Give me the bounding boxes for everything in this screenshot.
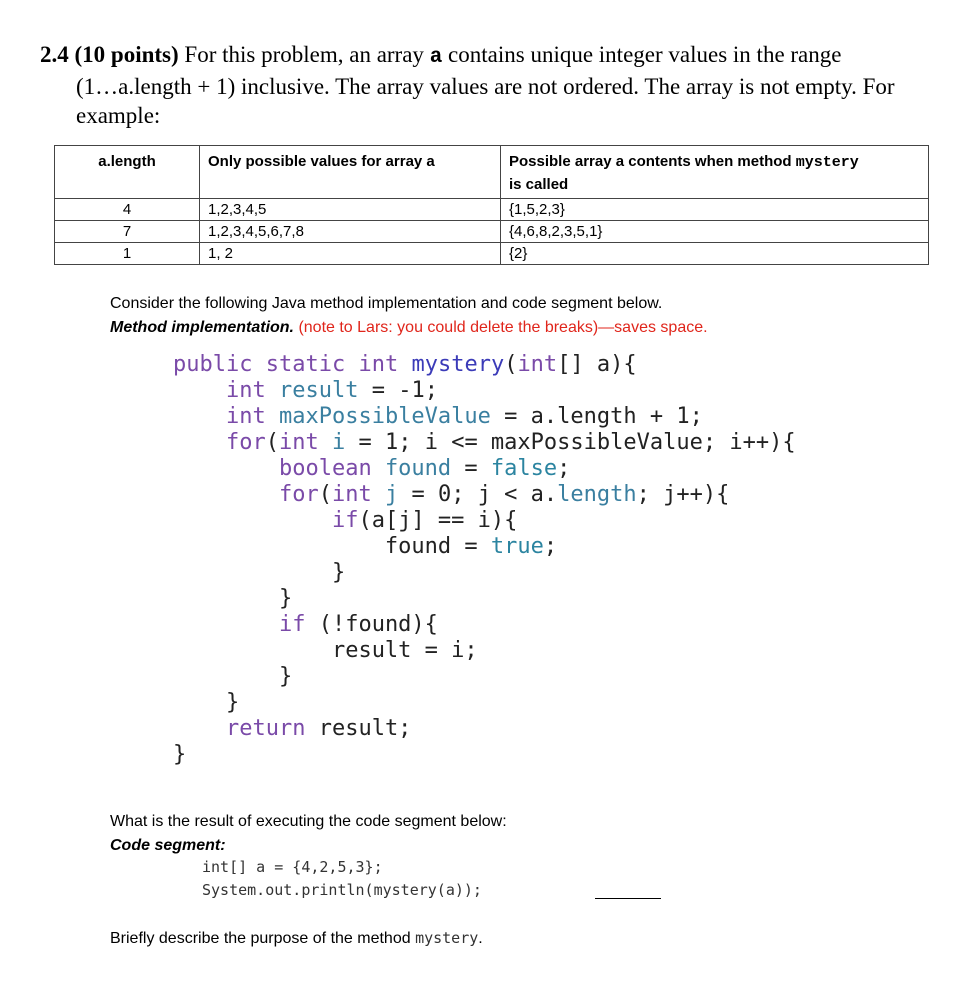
table-header-row — [55, 146, 929, 199]
code-line: int maxPossibleValue = a.length + 1; — [225, 404, 703, 429]
cell-contents: {4,6,8,2,3,5,1} — [501, 221, 929, 243]
cell-length: 7 — [55, 221, 200, 243]
describe-text: Briefly describe the purpose of the method — [110, 930, 416, 947]
code-line: } — [225, 690, 240, 715]
consider-intro: Consider the following Java method implementation and code segment below. — [110, 295, 663, 312]
answer-blank-line[interactable] — [595, 897, 661, 899]
table-row — [55, 243, 929, 265]
header-possible-values: Only possible values for array a — [200, 146, 501, 199]
code-line: public static int mystery(int[] a){ — [173, 352, 637, 377]
code-line: return result; — [225, 716, 412, 741]
code-line: int result = -1; — [225, 378, 438, 403]
segment-label: Code segment: — [110, 837, 226, 854]
question-section — [110, 810, 507, 858]
header-contents-suffix: is called — [509, 176, 569, 193]
code-line: if (!found){ — [278, 612, 438, 637]
describe-prompt — [110, 926, 483, 951]
code-segment-block — [202, 856, 482, 902]
question-text: What is the result of executing the code segment below: — [110, 813, 507, 830]
code-line: for(int i = 1; i <= maxPossibleValue; i++){ — [225, 430, 796, 455]
code-line: found = true; — [384, 534, 558, 559]
problem-line-2: (1…a.length + 1) inclusive. The array values are not ordered. The array is not empty. For — [76, 74, 895, 99]
examples-table — [54, 145, 929, 265]
code-line: } — [278, 664, 293, 689]
header-method-name: mystery — [795, 154, 859, 171]
code-line: } — [331, 560, 346, 585]
cell-length: 1 — [55, 243, 200, 265]
code-line: } — [278, 586, 293, 611]
cell-values: 1, 2 — [200, 243, 501, 265]
code-line: } — [173, 742, 187, 767]
problem-text-a: For this problem, an array — [178, 42, 430, 67]
describe-period: . — [478, 930, 483, 947]
problem-line-3: example: — [76, 103, 161, 128]
cell-contents: {1,5,2,3} — [501, 199, 929, 221]
problem-statement — [40, 40, 930, 130]
code-line: if(a[j] == i){ — [331, 508, 518, 533]
header-contents-prefix: Possible array a contents when method — [509, 153, 796, 170]
describe-method-name: mystery — [415, 929, 479, 947]
header-possible-contents — [501, 146, 929, 199]
cell-length: 4 — [55, 199, 200, 221]
code-line: result = i; — [331, 638, 478, 663]
method-label: Method implementation. — [110, 319, 294, 336]
problem-text-b: contains unique integer values in the range — [442, 42, 842, 67]
cell-contents: {2} — [501, 243, 929, 265]
code-line: boolean found = false; — [278, 456, 571, 481]
segment-line: System.out.println(mystery(a)); — [202, 881, 482, 899]
array-var-name: a — [429, 46, 443, 69]
cell-values: 1,2,3,4,5,6,7,8 — [200, 221, 501, 243]
cell-values: 1,2,3,4,5 — [200, 199, 501, 221]
segment-line: int[] a = {4,2,5,3}; — [202, 858, 383, 876]
editor-note: (note to Lars: you could delete the breaks)—saves space. — [294, 319, 708, 336]
method-heading — [110, 316, 708, 340]
header-a-length: a.length — [55, 146, 200, 199]
consider-section — [110, 292, 708, 340]
problem-label: 2.4 (10 points) — [40, 42, 179, 67]
code-line: for(int j = 0; j < a.length; j++){ — [278, 482, 730, 507]
table-row — [55, 221, 929, 243]
method-code-block — [173, 352, 796, 768]
table-row — [55, 199, 929, 221]
